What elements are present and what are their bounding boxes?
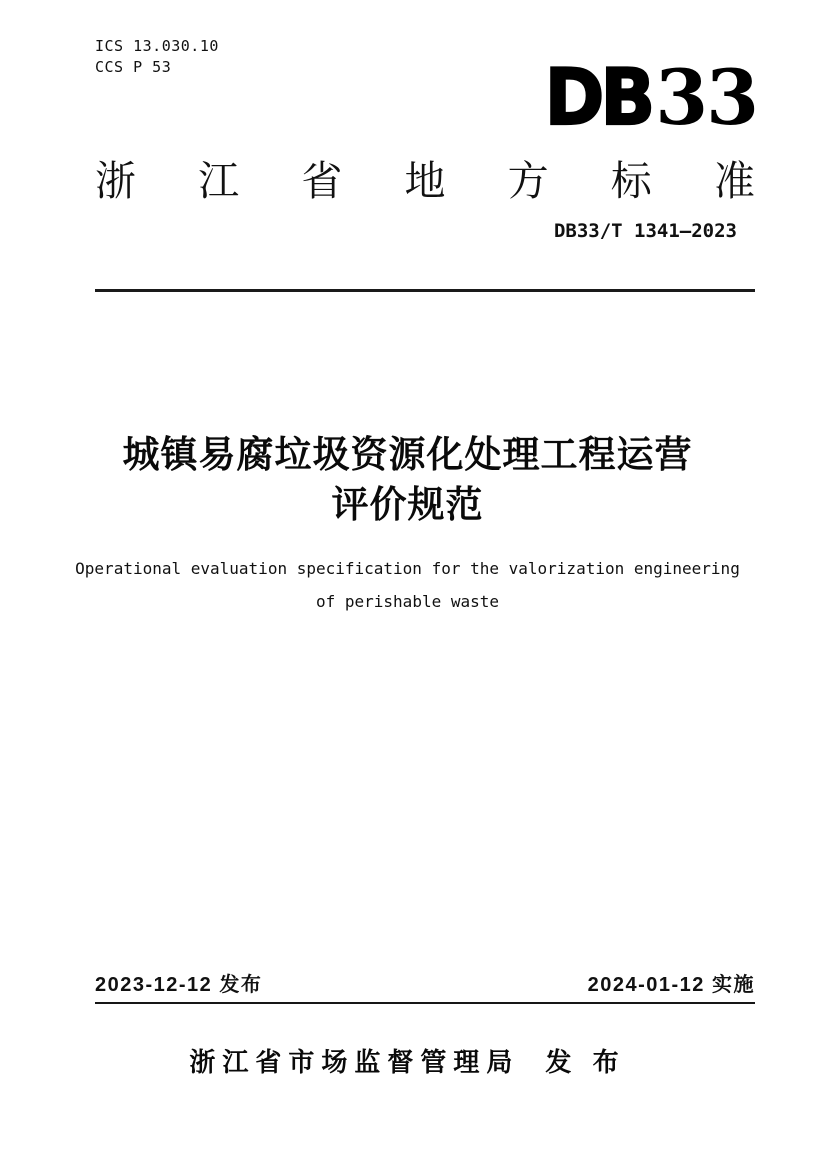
issue-date: 2023-12-12 发布 bbox=[95, 974, 263, 996]
standard-type-char: 标 bbox=[610, 158, 652, 204]
header-divider-rule bbox=[95, 289, 755, 292]
document-title-line1: 城镇易腐垃圾资源化处理工程运营 bbox=[122, 434, 693, 475]
standard-type-char: 江 bbox=[198, 158, 240, 204]
standard-type-char: 方 bbox=[507, 158, 549, 204]
ics-code: ICS 13.030.10 bbox=[95, 37, 219, 55]
document-title-english-line2: of perishable waste bbox=[315, 592, 500, 611]
standard-number: DB33/T 1341—2023 bbox=[553, 220, 737, 242]
publisher-name: 浙江省市场监督管理局 bbox=[189, 1047, 520, 1077]
db33-logo-number: 33 bbox=[655, 53, 757, 142]
standard-type-char: 准 bbox=[713, 158, 755, 204]
document-title-english-line1: Operational evaluation specification for the valorization engineering bbox=[75, 559, 740, 578]
publish-label: 发 布 bbox=[545, 1047, 626, 1077]
document-title-english bbox=[0, 552, 815, 618]
standard-type-char: 浙 bbox=[95, 158, 136, 204]
classification-codes bbox=[95, 36, 219, 78]
document-title-line2: 评价规范 bbox=[331, 484, 484, 525]
standard-type-char: 省 bbox=[301, 158, 343, 204]
standard-type-heading bbox=[95, 148, 755, 207]
ccs-code: CCS P 53 bbox=[95, 58, 172, 76]
publisher-line bbox=[0, 1042, 815, 1079]
dates-rule-row bbox=[95, 968, 755, 1004]
db33-logo bbox=[544, 51, 757, 143]
db33-logo-db: DB bbox=[544, 51, 652, 143]
standard-type-char: 地 bbox=[404, 158, 446, 204]
implement-date: 2024-01-12 实施 bbox=[587, 974, 755, 996]
document-title bbox=[0, 430, 815, 530]
